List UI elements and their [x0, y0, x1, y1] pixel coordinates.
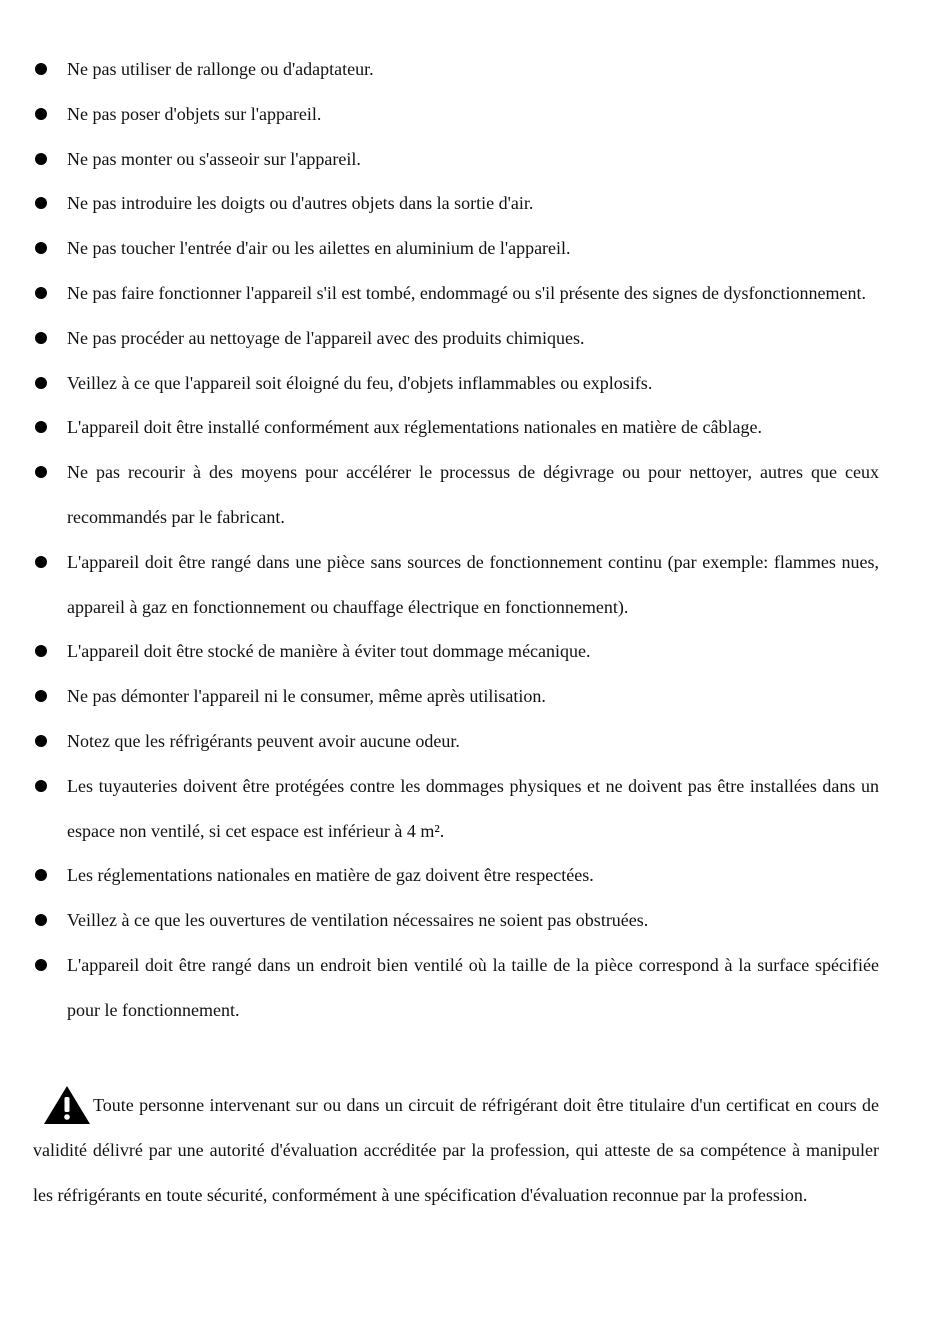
- item-text: Ne pas démonter l'appareil ni le consumer, même après utilisation.: [67, 686, 546, 707]
- list-item: [0, 674, 879, 719]
- bullet-icon: [35, 421, 47, 433]
- bullet-icon: [35, 735, 47, 747]
- list-item: [0, 898, 879, 943]
- item-text: Ne pas introduire les doigts ou d'autres objets dans la sortie d'air.: [67, 193, 534, 214]
- warning-text: Toute personne intervenant sur ou dans un circuit de réfrigérant doit être titulaire d'un certificat en cours de validité délivré par une autorité d'évaluation accréditée par la profession, qui atteste de sa compétence à manipuler les réfrigérants en toute sécurité, conformément à une spécification d'évaluation reconnue par la profession.: [33, 1095, 879, 1205]
- safety-bullet-list: [0, 47, 950, 1033]
- list-item: [0, 226, 879, 271]
- item-text: L'appareil doit être installé conformément aux réglementations nationales en matière de câblage.: [67, 417, 762, 438]
- item-text: Ne pas faire fonctionner l'appareil s'il est tombé, endommagé ou s'il présente des signes de dysfonctionnement.: [67, 282, 867, 303]
- bullet-icon: [35, 153, 47, 165]
- item-text: Les réglementations nationales en matière de gaz doivent être respectées.: [67, 865, 594, 886]
- list-item: [0, 853, 879, 898]
- warning-triangle-icon: [43, 1085, 91, 1125]
- item-text: Les tuyauteries doivent être protégées contre les dommages physiques et ne doivent pas être installées dans un espace non ventilé, si cet espace est inférieur à 4 m².: [67, 775, 879, 841]
- item-text: Notez que les réfrigérants peuvent avoir aucune odeur.: [67, 730, 460, 751]
- bullet-icon: [35, 242, 47, 254]
- bullet-icon: [35, 556, 47, 568]
- item-text: L'appareil doit être rangé dans un endroit bien ventilé où la taille de la pièce correspond à la surface spécifiée pour le fonctionnement.: [67, 954, 879, 1020]
- bullet-icon: [35, 63, 47, 75]
- item-text: Ne pas utiliser de rallonge ou d'adaptateur.: [67, 59, 374, 79]
- bullet-icon: [35, 197, 47, 209]
- list-item: [0, 943, 879, 1033]
- item-text: Ne pas procéder au nettoyage de l'appareil avec des produits chimiques.: [67, 327, 585, 348]
- list-item: [0, 450, 879, 540]
- bullet-icon: [35, 377, 47, 389]
- list-item: [0, 405, 879, 450]
- list-item: [0, 629, 879, 674]
- list-item: [0, 540, 879, 630]
- item-text: Ne pas monter ou s'asseoir sur l'appareil.: [67, 148, 361, 169]
- warning-paragraph: [33, 1083, 879, 1217]
- bullet-icon: [35, 332, 47, 344]
- item-text: Veillez à ce que les ouvertures de ventilation nécessaires ne soient pas obstruées.: [67, 910, 649, 931]
- bullet-icon: [35, 108, 47, 120]
- list-item: [0, 137, 879, 182]
- list-item: [0, 271, 879, 316]
- list-item: [0, 92, 879, 137]
- bullet-icon: [35, 466, 47, 478]
- list-item: [0, 361, 879, 406]
- list-item: [0, 764, 879, 854]
- bullet-icon: [35, 780, 47, 792]
- item-text: Ne pas toucher l'entrée d'air ou les ailettes en aluminium de l'appareil.: [67, 238, 571, 259]
- item-text: L'appareil doit être rangé dans une pièce sans sources de fonctionnement continu (par exemple: flammes nues, appareil à gaz en fonctionnement ou chauffage électrique en fonctionnement).: [67, 551, 879, 617]
- item-text: Veillez à ce que l'appareil soit éloigné du feu, d'objets inflammables ou explosifs.: [67, 372, 653, 393]
- bullet-icon: [35, 287, 47, 299]
- bullet-icon: [35, 645, 47, 657]
- bullet-icon: [35, 959, 47, 971]
- bullet-icon: [35, 869, 47, 881]
- bullet-icon: [35, 690, 47, 702]
- item-text: L'appareil doit être stocké de manière à éviter tout dommage mécanique.: [67, 641, 591, 662]
- list-item: [0, 719, 879, 764]
- item-text: Ne pas poser d'objets sur l'appareil.: [67, 103, 322, 124]
- bullet-icon: [35, 914, 47, 926]
- list-item: [0, 181, 879, 226]
- list-item: [0, 47, 879, 92]
- list-item: [0, 316, 879, 361]
- item-text: Ne pas recourir à des moyens pour accélérer le processus de dégivrage ou pour nettoyer, autres que ceux recommandés par le fabricant.: [67, 462, 879, 527]
